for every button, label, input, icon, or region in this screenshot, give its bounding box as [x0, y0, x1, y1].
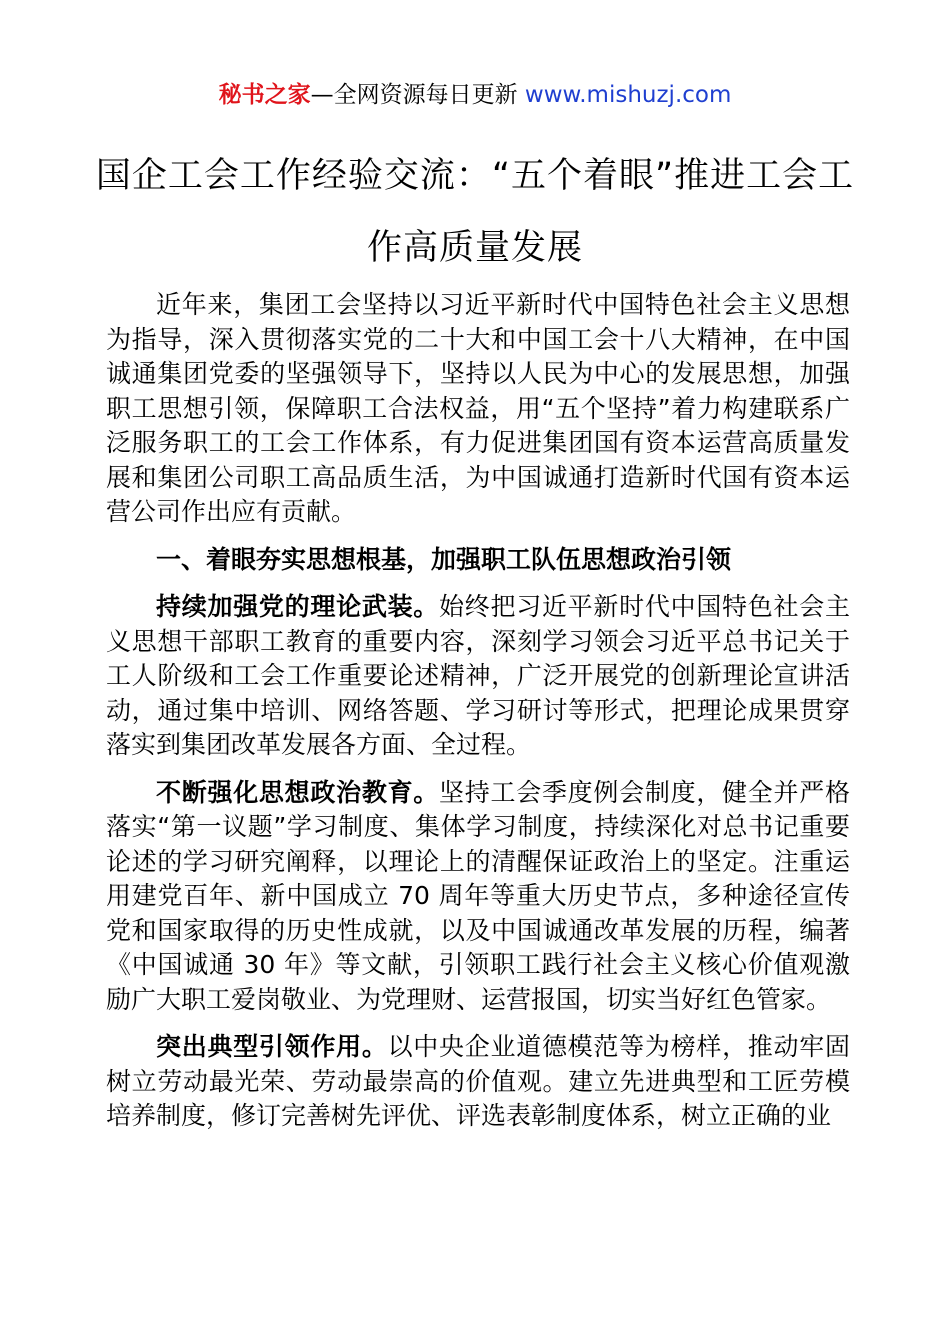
brand-name: 秘书之家	[218, 82, 311, 108]
paragraph-2-text: 坚持工会季度例会制度，健全并严格落实“第一议题”学习制度、集体学习制度，持续深化对总书记重要论述的学习研究阐释，以理论上的清醒保证政治上的坚定。注重运用建党百年、新中国成立 70 周年等重大历史节点，多种途径宣传党和国家取得的历史性成就，以及中国诚通改革发展的历程，编著《中国诚通 30 年》等文献，引领职工践行社会主义核心价值观激励广大职工爱岗敬业、为党理财、运营报国，切实当好红色管家。	[106, 777, 850, 1014]
header-tagline: —全网资源每日更新	[310, 82, 525, 108]
paragraph-1-text: 始终把习近平新时代中国特色社会主义思想干部职工教育的重要内容，深刻学习领会习近平总书记关于工人阶级和工会工作重要论述精神，广泛开展党的创新理论宣讲活动，通过集中培训、网络答题、学习研讨等形式，把理论成果贯穿落实到集团改革发展各方面、全过程。	[106, 592, 850, 759]
intro-paragraph: 近年来，集团工会坚持以习近平新时代中国特色社会主义思想为指导，深入贯彻落实党的二十大和中国工会十八大精神，在中国诚通集团党委的坚强领导下，坚持以人民为中心的发展思想，加强职工思想引领，保障职工合法权益，用“五个坚持”着力构建联系广泛服务职工的工会工作体系，有力促进集团国有资本运营高质量发展和集团公司职工高品质生活，为中国诚通打造新时代国有资本运营公司作出应有贡献。	[106, 290, 850, 526]
document-body	[106, 288, 850, 1147]
paragraph-3-lead: 突出典型引领作用。	[156, 1032, 388, 1061]
paragraph-1-lead: 持续加强党的理论武装。	[156, 592, 440, 621]
paragraph-1	[106, 590, 850, 763]
site-header	[0, 78, 950, 112]
paragraph-3	[106, 1030, 850, 1134]
paragraph-2-lead: 不断强化思想政治教育。	[156, 777, 440, 807]
section-heading-1: 一、着眼夯实思想根基，加强职工队伍思想政治引领	[156, 544, 732, 574]
document-title: 国企工会工作经验交流：“五个着眼”推进工会工作高质量发展	[95, 156, 855, 268]
paragraph-2	[106, 776, 850, 1018]
site-url-link[interactable]: www.mishuzj.com	[524, 82, 732, 108]
paragraph-3-text: 以中央企业道德模范等为榜样，推动牢固树立劳动最光荣、劳动最崇高的价值观。建立先进典型和工匠劳模培养制度，修订完善树先评优、评选表彰制度体系，树立正确的业	[106, 1032, 850, 1130]
